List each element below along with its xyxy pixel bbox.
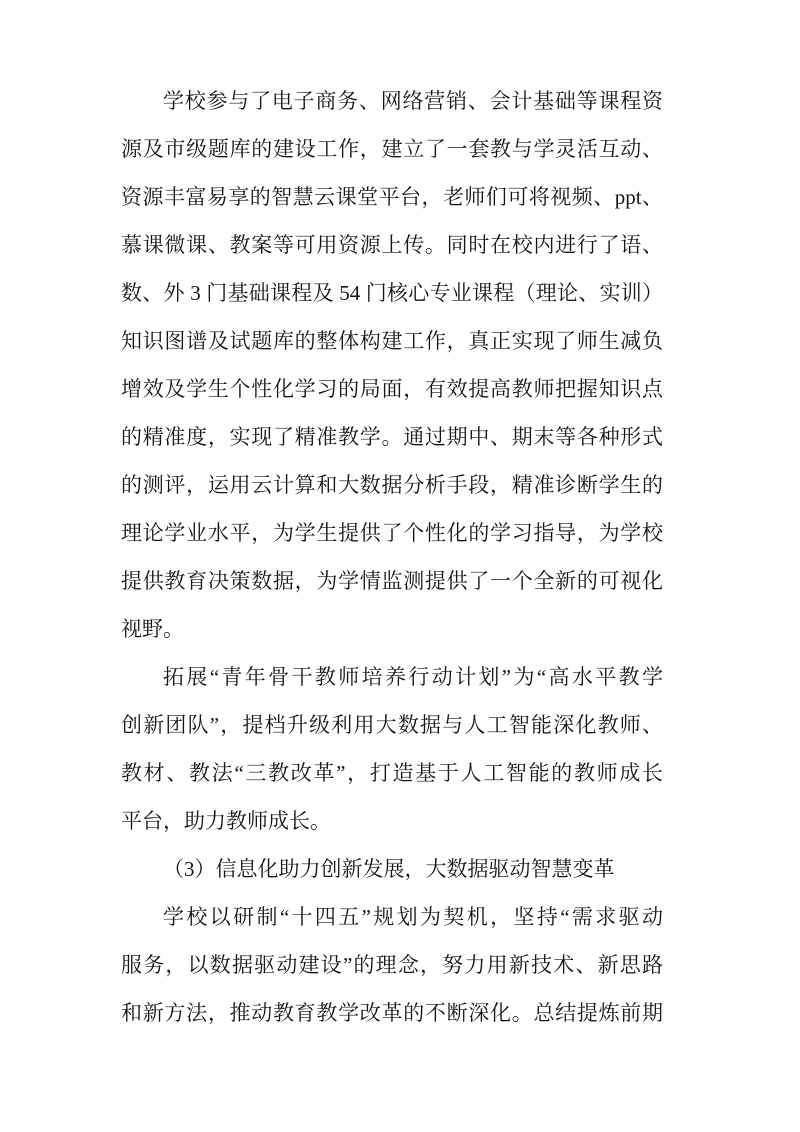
text-line: 的精准度，实现了精准教学。通过期中、期末等各种形式 — [121, 425, 663, 449]
text-line: 增效及学生个性化学习的局面，有效提高教师把握知识点 — [121, 377, 663, 401]
text-line: 理论学业水平，为学生提供了个性化的学习指导，为学校 — [121, 521, 663, 545]
text-line: 源及市级题库的建设工作，建立了一套教与学灵活互动、 — [121, 137, 663, 161]
paragraph — [121, 77, 663, 653]
text-line: 学校以研制“十四五”规划为契机，坚持“需求驱动 — [163, 905, 663, 929]
text-line: 数、外 3 门基础课程及 54 门核心专业课程（理论、实训） — [121, 281, 663, 305]
text-line: 创新团队”，提档升级利用大数据与人工智能深化教师、 — [121, 713, 663, 737]
text-line: 提供教育决策数据，为学情监测提供了一个全新的可视化 — [121, 569, 663, 593]
text-line: 资源丰富易享的智慧云课堂平台，老师们可将视频、ppt、 — [121, 185, 663, 209]
paragraph — [121, 845, 663, 893]
text-line: 的测评，运用云计算和大数据分析手段，精准诊断学生的 — [121, 473, 663, 497]
text-line: 服务，以数据驱动建设”的理念，努力用新技术、新思路 — [121, 953, 663, 977]
text-line: 平台，助力教师成长。 — [121, 809, 331, 833]
text-line: 慕课微课、教案等可用资源上传。同时在校内进行了语、 — [121, 233, 663, 257]
paragraph — [121, 893, 663, 1037]
text-line: 拓展“青年骨干教师培养行动计划”为“高水平教学 — [163, 665, 663, 689]
text-line: 视野。 — [121, 617, 184, 641]
text-line: 知识图谱及试题库的整体构建工作，真正实现了师生减负 — [121, 329, 663, 353]
text-line: 和新方法，推动教育教学改革的不断深化。总结提炼前期 — [121, 1001, 663, 1025]
document-text-block — [121, 77, 663, 1037]
text-line: （3）信息化助力创新发展，大数据驱动智慧变革 — [163, 857, 615, 881]
paragraph — [121, 653, 663, 845]
text-line: 学校参与了电子商务、网络营销、会计基础等课程资 — [163, 89, 663, 113]
text-line: 教材、教法“三教改革”，打造基于人工智能的教师成长 — [121, 761, 663, 785]
